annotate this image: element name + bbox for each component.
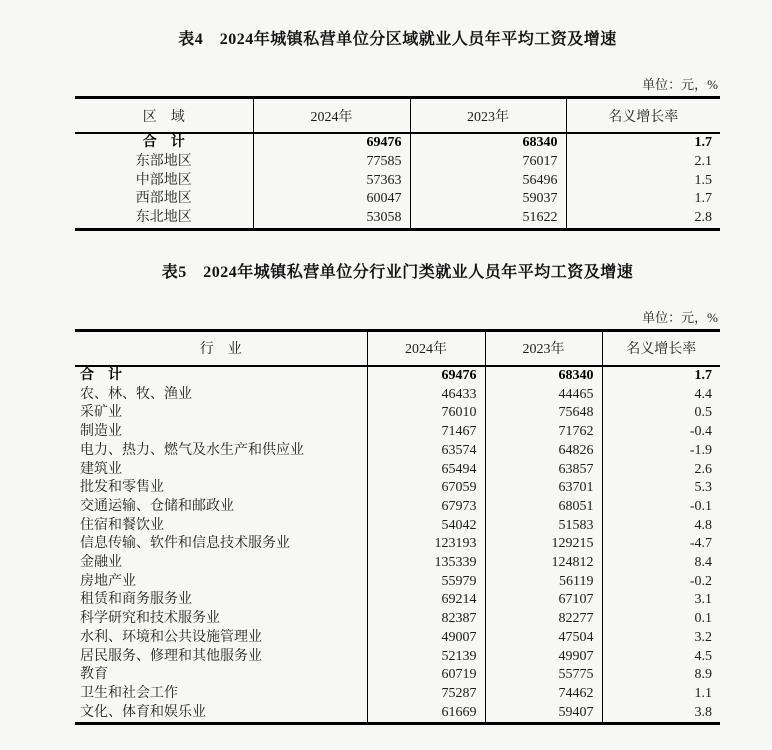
table-row — [75, 535, 720, 554]
table-row — [75, 685, 720, 704]
value-2023: 64826 — [485, 442, 602, 461]
table-row — [75, 190, 720, 209]
value-2023: 44465 — [485, 386, 602, 405]
value-2024: 60047 — [253, 190, 410, 209]
value-2023: 82277 — [485, 610, 602, 629]
row-label: 合 计 — [142, 135, 185, 150]
value-2024: 65494 — [367, 461, 485, 480]
table-row — [75, 573, 720, 592]
row-label: 居民服务、修理和其他服务业 — [80, 648, 262, 664]
value-2024: 52139 — [367, 648, 485, 667]
value-2024: 60719 — [367, 666, 485, 685]
table-header-row — [75, 330, 720, 366]
row-label: 制造业 — [80, 424, 122, 440]
column-header-2024: 2024年 — [367, 330, 485, 366]
value-2023: 76017 — [410, 153, 566, 172]
table5-industry-wage-table — [75, 329, 720, 725]
value-growth: 8.9 — [602, 666, 720, 685]
table-row — [75, 442, 720, 461]
value-2023: 74462 — [485, 685, 602, 704]
value-2023: 59407 — [485, 704, 602, 724]
table-row — [75, 461, 720, 480]
value-2024: 54042 — [367, 517, 485, 536]
value-growth: -0.2 — [602, 573, 720, 592]
row-label: 金融业 — [80, 555, 122, 571]
table-row — [75, 498, 720, 517]
row-label: 合 计 — [80, 367, 122, 383]
table-header-row — [75, 98, 720, 134]
value-2023: 129215 — [485, 535, 602, 554]
row-label: 信息传输、软件和信息技术服务业 — [80, 536, 290, 552]
value-growth: -1.9 — [602, 442, 720, 461]
table-row — [75, 386, 720, 405]
table5-title: 表5 2024年城镇私营单位分行业门类就业人员年平均工资及增速 — [161, 263, 634, 281]
row-label: 东部地区 — [135, 153, 192, 169]
table-row — [75, 209, 720, 229]
value-growth: 0.1 — [602, 610, 720, 629]
table5-header — [75, 330, 720, 366]
row-label: 房地产业 — [80, 573, 136, 589]
value-2024: 69214 — [367, 591, 485, 610]
value-growth: 1.7 — [602, 366, 720, 386]
value-growth: 1.5 — [566, 172, 720, 191]
value-growth: 0.5 — [602, 404, 720, 423]
table5-unit-note: 单位：元，% — [642, 309, 718, 325]
row-label: 农、林、牧、渔业 — [80, 386, 192, 402]
row-label: 批发和零售业 — [80, 480, 164, 496]
row-label: 采矿业 — [80, 405, 122, 421]
value-growth: -0.4 — [602, 423, 720, 442]
value-growth: 1.1 — [602, 685, 720, 704]
column-header-2023: 2023年 — [485, 330, 602, 366]
value-2023: 68051 — [485, 498, 602, 517]
table-row — [75, 479, 720, 498]
table4-region-wage-table — [75, 96, 720, 231]
value-growth: 1.7 — [566, 190, 720, 209]
row-label: 建筑业 — [80, 461, 122, 477]
value-2024: 57363 — [253, 172, 410, 191]
value-growth: 3.2 — [602, 629, 720, 648]
value-growth: 1.7 — [566, 133, 720, 153]
row-label: 电力、热力、燃气及水生产和供应业 — [80, 442, 304, 458]
value-2024: 49007 — [367, 629, 485, 648]
value-growth: 5.3 — [602, 479, 720, 498]
column-header-growth: 名义增长率 — [566, 98, 720, 134]
value-growth: -0.1 — [602, 498, 720, 517]
value-2023: 67107 — [485, 591, 602, 610]
table4-unit-note: 单位：元，% — [642, 77, 718, 92]
row-label: 东北地区 — [135, 210, 192, 226]
value-2023: 63857 — [485, 461, 602, 480]
value-2023: 51583 — [485, 517, 602, 536]
value-growth: 4.4 — [602, 386, 720, 405]
value-2023: 68340 — [410, 133, 566, 153]
table-row — [75, 366, 720, 386]
value-growth: -4.7 — [602, 535, 720, 554]
value-growth: 2.8 — [566, 209, 720, 229]
column-header-industry: 行 业 — [75, 330, 367, 366]
row-label: 教育 — [80, 667, 108, 683]
column-header-growth: 名义增长率 — [602, 330, 720, 366]
column-header-region: 区 域 — [75, 98, 253, 134]
table-row — [75, 404, 720, 423]
row-label: 水利、环境和公共设施管理业 — [80, 629, 262, 645]
row-label: 文化、体育和娱乐业 — [80, 704, 206, 720]
row-label: 科学研究和技术服务业 — [80, 611, 220, 627]
table-row — [75, 554, 720, 573]
value-growth: 2.1 — [566, 153, 720, 172]
value-growth: 8.4 — [602, 554, 720, 573]
column-header-2024: 2024年 — [253, 98, 410, 134]
value-2024: 76010 — [367, 404, 485, 423]
table-row — [75, 153, 720, 172]
value-2023: 55775 — [485, 666, 602, 685]
value-2023: 59037 — [410, 190, 566, 209]
value-growth: 4.8 — [602, 517, 720, 536]
column-header-2023: 2023年 — [410, 98, 566, 134]
value-growth: 3.8 — [602, 704, 720, 724]
value-2023: 47504 — [485, 629, 602, 648]
table-row — [75, 666, 720, 685]
table-row — [75, 423, 720, 442]
value-2023: 63701 — [485, 479, 602, 498]
value-2024: 69476 — [253, 133, 410, 153]
table4-body — [75, 133, 720, 229]
value-2024: 67973 — [367, 498, 485, 517]
value-2024: 61669 — [367, 704, 485, 724]
value-2024: 55979 — [367, 573, 485, 592]
row-label: 卫生和社会工作 — [80, 685, 178, 701]
value-2023: 56496 — [410, 172, 566, 191]
table-row — [75, 133, 720, 153]
value-2023: 75648 — [485, 404, 602, 423]
value-2024: 69476 — [367, 366, 485, 386]
table-row — [75, 591, 720, 610]
value-2024: 75287 — [367, 685, 485, 704]
table4-section — [75, 0, 720, 231]
value-2024: 82387 — [367, 610, 485, 629]
row-label: 住宿和餐饮业 — [80, 517, 164, 533]
table-row — [75, 704, 720, 724]
table4-header — [75, 98, 720, 134]
value-2023: 56119 — [485, 573, 602, 592]
value-2024: 67059 — [367, 479, 485, 498]
table-row — [75, 648, 720, 667]
value-2024: 123193 — [367, 535, 485, 554]
value-2023: 68340 — [485, 366, 602, 386]
value-2023: 71762 — [485, 423, 602, 442]
table-row — [75, 172, 720, 191]
value-2024: 46433 — [367, 386, 485, 405]
table-row — [75, 629, 720, 648]
table5-body — [75, 366, 720, 724]
row-label: 西部地区 — [135, 191, 192, 207]
value-2023: 124812 — [485, 554, 602, 573]
value-growth: 3.1 — [602, 591, 720, 610]
value-2024: 53058 — [253, 209, 410, 229]
value-2024: 77585 — [253, 153, 410, 172]
value-2024: 63574 — [367, 442, 485, 461]
value-2024: 135339 — [367, 554, 485, 573]
value-2024: 71467 — [367, 423, 485, 442]
row-label: 中部地区 — [135, 172, 192, 188]
row-label: 租赁和商务服务业 — [80, 592, 192, 608]
row-label: 交通运输、仓储和邮政业 — [80, 498, 234, 514]
value-growth: 2.6 — [602, 461, 720, 480]
value-2023: 51622 — [410, 209, 566, 229]
table-row — [75, 517, 720, 536]
value-growth: 4.5 — [602, 648, 720, 667]
table4-title: 表4 2024年城镇私营单位分区域就业人员年平均工资及增速 — [178, 31, 617, 48]
table-row — [75, 610, 720, 629]
table5-section — [75, 231, 720, 725]
value-2023: 49907 — [485, 648, 602, 667]
